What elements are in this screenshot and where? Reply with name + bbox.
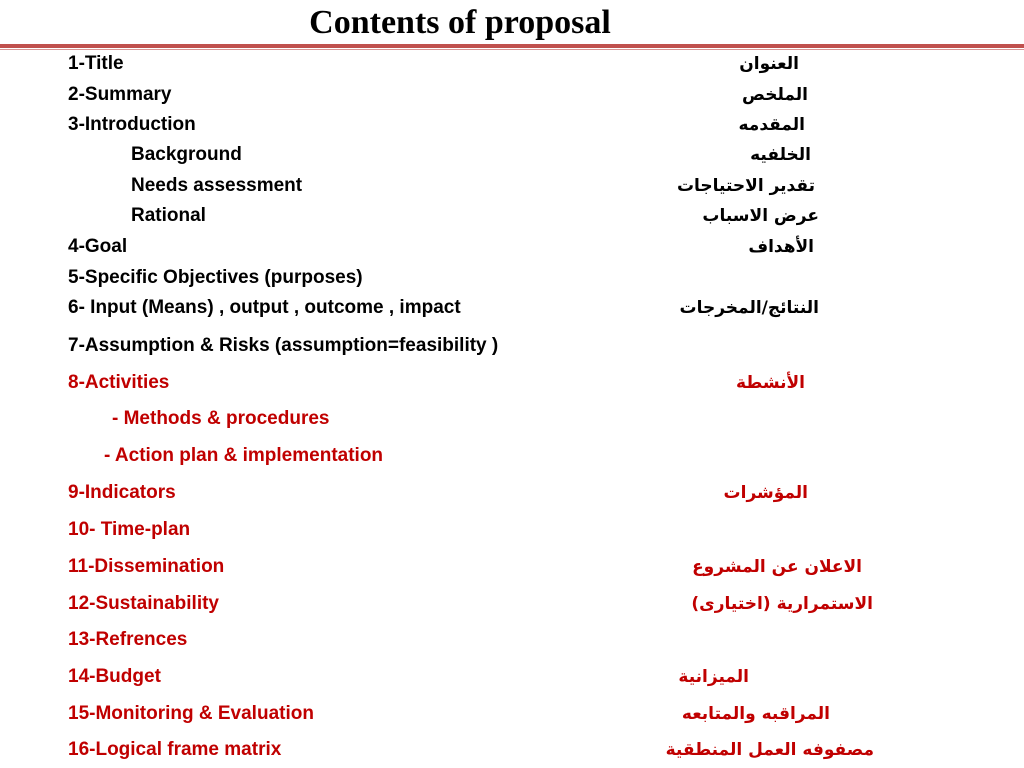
item-english: 10- Time-plan	[68, 519, 191, 540]
list-item	[0, 266, 1024, 296]
item-english: Needs assessment	[131, 175, 303, 196]
list-item	[0, 174, 1024, 204]
list-item	[0, 334, 1024, 364]
item-english: 3-Introduction	[68, 114, 196, 135]
item-english: 5-Specific Objectives (purposes)	[68, 267, 363, 288]
list-item	[0, 702, 1024, 732]
item-english: - Action plan & implementation	[104, 445, 384, 466]
item-english: 14-Budget	[68, 666, 161, 687]
item-arabic: تقدير الاحتياجات	[676, 176, 815, 196]
item-english: 16-Logical frame matrix	[68, 739, 282, 760]
item-arabic: الاستمرارية (اختيارى)	[691, 594, 873, 614]
item-arabic: الميزانية	[678, 667, 749, 687]
item-english: 15-Monitoring & Evaluation	[68, 703, 314, 724]
item-english: Rational	[131, 205, 206, 226]
item-english: 7-Assumption & Risks (assumption=feasibility )	[68, 335, 499, 356]
item-arabic: النتائج/المخرجات	[679, 298, 819, 318]
list-item	[0, 481, 1024, 511]
list-item	[0, 407, 1024, 437]
item-arabic: المقدمه	[738, 115, 805, 135]
slide-title: Contents of proposal	[309, 4, 611, 41]
list-item	[0, 555, 1024, 585]
item-arabic: المؤشرات	[723, 483, 808, 503]
item-english: 11-Dissemination	[68, 556, 225, 577]
list-item	[0, 296, 1024, 326]
list-item	[0, 518, 1024, 548]
item-arabic: المراقبه والمتابعه	[681, 704, 830, 724]
list-item	[0, 113, 1024, 143]
item-english: 12-Sustainability	[68, 593, 219, 614]
list-item	[0, 143, 1024, 173]
list-item	[0, 371, 1024, 401]
item-arabic: الخلفيه	[750, 145, 811, 165]
item-english: 6- Input (Means) , output , outcome , impact	[68, 297, 461, 318]
list-item	[0, 235, 1024, 265]
title-underline-rule-thin	[0, 49, 1024, 50]
item-english: 4-Goal	[68, 236, 128, 257]
item-arabic: العنوان	[739, 54, 799, 74]
list-item	[0, 665, 1024, 695]
list-item	[0, 83, 1024, 113]
item-arabic: عرض الاسباب	[702, 206, 819, 226]
item-arabic: الأهداف	[748, 237, 814, 257]
item-arabic: الاعلان عن المشروع	[692, 557, 862, 577]
item-arabic: الأنشطة	[735, 373, 805, 393]
list-item	[0, 52, 1024, 82]
item-english: Background	[131, 144, 242, 165]
list-item	[0, 592, 1024, 622]
item-english: 1-Title	[68, 53, 124, 74]
list-item	[0, 444, 1024, 474]
title-underline-rule	[0, 44, 1024, 48]
item-arabic: الملخص	[742, 85, 808, 105]
list-item	[0, 204, 1024, 234]
list-item	[0, 628, 1024, 658]
list-item	[0, 738, 1024, 768]
item-english: 8-Activities	[68, 372, 170, 393]
item-english: 9-Indicators	[68, 482, 176, 503]
item-english: 2-Summary	[68, 84, 172, 105]
item-arabic: مصفوفه العمل المنطقية	[665, 740, 874, 760]
item-english: - Methods & procedures	[112, 408, 330, 429]
item-english: 13-Refrences	[68, 629, 188, 650]
